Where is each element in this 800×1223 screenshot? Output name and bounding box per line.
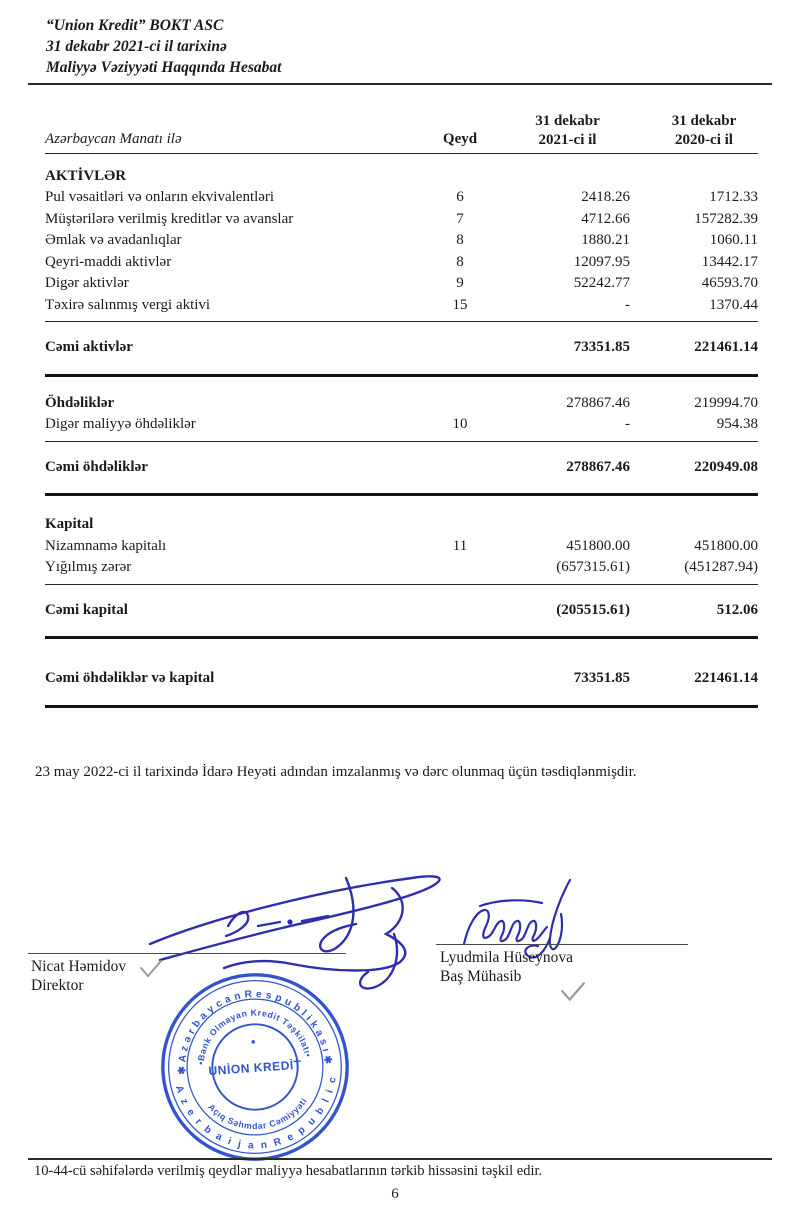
report-date: 31 dekabr 2021-ci il tarixinə (46, 38, 227, 55)
table-row: Müştərilərə verilmiş kreditlər və avanslar 7 4712.66 157282.39 (45, 210, 758, 227)
year-2021-header: 31 dekabr 2021-ci il (535, 113, 600, 148)
table-header-row (45, 112, 758, 154)
balance-sheet-table (45, 112, 758, 708)
company-name: “Union Kredit” BOKT ASC (46, 17, 224, 34)
total-assets-row: Cəmi aktivlər 73351.85 221461.14 (45, 322, 758, 377)
table-row: Yığılmış zərər (657315.61) (451287.94) (45, 559, 758, 575)
svg-text:A z e r b a i j a n R e p u (173, 1073, 344, 1157)
equity-section-row: Kapital (45, 516, 94, 532)
document-header (46, 15, 281, 78)
table-row: Digər maliyyə öhdəliklər 10 - 954.38 (45, 416, 758, 432)
total-liabilities-row: Cəmi öhdəliklər 278867.46 220949.08 (45, 442, 758, 497)
footer-note: 10-44-cü səhifələrdə verilmiş qeydlər maliyyə hesabatlarının tərkib hissəsini təşkil edir. (34, 1163, 543, 1179)
total-equity-row: Cəmi kapital (205515.61) 512.06 (45, 585, 758, 640)
currency-label: Azərbaycan Manatı ilə (45, 130, 182, 147)
stamp-center-text: UNİON KREDİT (208, 1057, 303, 1079)
signatory-left (31, 957, 126, 995)
table-row: Təxirə salınmış vergi aktivi 15 - 1370.44 (45, 296, 758, 313)
assets-rows (45, 187, 758, 322)
signatory-name: Lyudmila Hüseynova (440, 949, 574, 966)
equity-rows (45, 514, 758, 585)
page-number: 6 (391, 1186, 399, 1202)
checkmark-icon (558, 980, 588, 1004)
table-row: Digər aktivlər 9 52242.77 46593.70 (45, 275, 758, 291)
company-stamp-seal (151, 963, 358, 1170)
liabilities-rows (45, 393, 758, 442)
table-row: Əmlak və avadanlıqlar 8 1880.21 1060.11 (45, 232, 758, 248)
total-liabilities-equity-row: Cəmi öhdəliklər və kapital 73351.85 221461.14 (45, 653, 758, 708)
stamp-inner-top-text: •Bank Olmayan Kredit Təşkilatı• (195, 1007, 314, 1066)
report-title: Maliyyə Vəziyyəti Haqqında Hesabat (46, 59, 282, 76)
signature-line-right (436, 944, 688, 945)
year-2020-header: 31 dekabr 2020-ci il (671, 113, 737, 148)
signatory-name: Nicat Həmidov (31, 958, 127, 975)
assets-section-title: AKTİVLƏR (45, 168, 127, 184)
signatory-role: Baş Mühasib (440, 968, 522, 985)
stamp-outer-top-text: ✱ A z ə r b a y c a n R e s p u b l i k a s ı ✱ (177, 989, 333, 1075)
table-row: Qeyri-maddi aktivlər 8 12097.95 13442.17 (45, 253, 758, 270)
note-column-header: Qeyd (442, 130, 478, 147)
signatory-right (440, 948, 573, 986)
table-row: Nizamnamə kapitalı 11 451800.00 451800.00 (45, 537, 758, 554)
liabilities-section-row: Öhdəliklər 278867.46 219994.70 (45, 394, 758, 411)
header-divider (28, 83, 772, 85)
signature-line-left (28, 953, 346, 954)
footer-divider (28, 1158, 772, 1160)
table-row: Pul vəsaitləri və onların ekvivalentləri 6 2418.26 1712.33 (45, 189, 758, 205)
stamp-inner-bottom-text: Açıq Səhmdar Cəmiyyəti (206, 1095, 310, 1132)
approval-statement: 23 may 2022-ci il tarixində İdarə Heyəti adından imzalanmış və dərc olunmaq üçün təsdiqlənmişdir. (35, 764, 637, 780)
stamp-outer-bottom-text: A z e r b a i j a n R e p u b l i c (172, 1074, 340, 1152)
signatory-role: Direktor (31, 977, 84, 994)
stamp-center-dot (251, 1040, 255, 1044)
